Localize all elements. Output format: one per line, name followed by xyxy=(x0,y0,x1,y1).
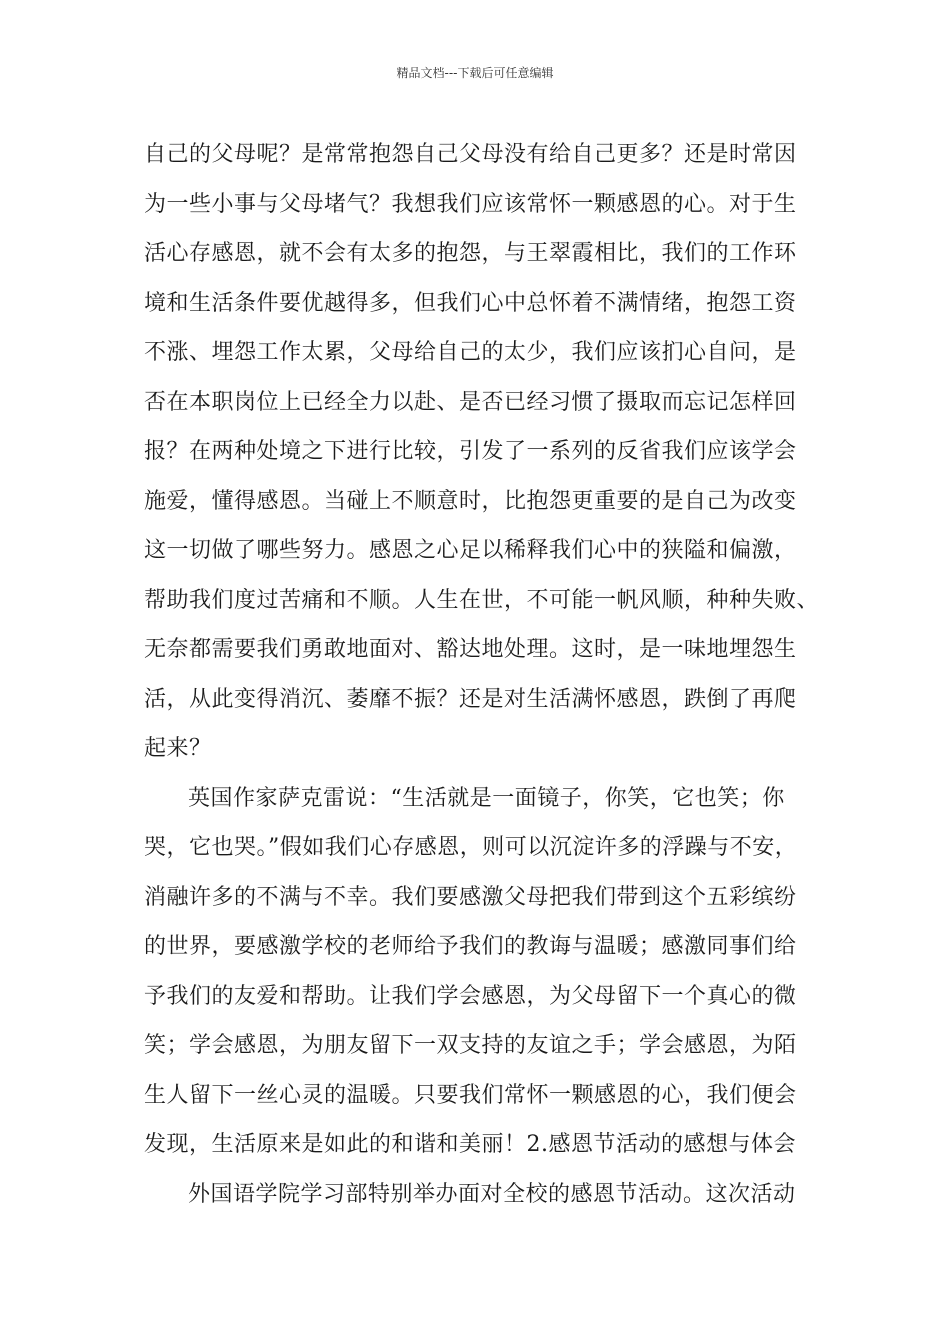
text-line: 消融许多的不满与不幸。我们要感激父母把我们带到这个五彩缤纷 xyxy=(144,884,797,910)
text-line: 发现，生活原来是如此的和谐和美丽！2.感恩节活动的感想与体会 xyxy=(144,1132,796,1157)
text-line: 的世界，要感激学校的老师给予我们的教诲与温暖；感激同事们给 xyxy=(144,934,797,959)
text-line: 予我们的友爱和帮助。让我们学会感恩，为父母留下一个真心的微 xyxy=(144,983,797,1009)
paragraph xyxy=(144,774,810,1170)
paragraph xyxy=(144,1170,810,1220)
text-line: 这一切做了哪些努力。感恩之心足以稀释我们心中的狭隘和偏激， xyxy=(144,538,797,563)
text-line: 帮助我们度过苦痛和不顺。人生在世，不可能一帆风顺，种种失败、 xyxy=(144,587,820,613)
text-line: 外国语学院学习部特别举办面对全校的感恩节活动。这次活动 xyxy=(188,1181,796,1207)
paragraph xyxy=(144,130,820,774)
text-line: 报？在两种处境之下进行比较，引发了一系列的反省我们应该学会 xyxy=(144,439,797,464)
text-line: 笑；学会感恩，为朋友留下一双支持的友谊之手；学会感恩，为陌 xyxy=(144,1033,797,1058)
text-line: 英国作家萨克雷说：“生活就是一面镜子，你笑，它也笑；你 xyxy=(188,785,785,811)
text-line: 起来？ xyxy=(144,736,212,761)
text-line: 自己的父母呢？是常常抱怨自己父母没有给自己更多？还是时常因 xyxy=(144,142,797,167)
text-line: 不涨、埋怨工作太累，父母给自己的太少，我们应该扪心自问，是 xyxy=(144,340,797,365)
document-body xyxy=(144,130,820,1219)
text-line: 无奈都需要我们勇敢地面对、豁达地处理。这时，是一味地埋怨生 xyxy=(144,637,797,662)
text-line: 否在本职岗位上已经全力以赴、是否已经习惯了摄取而忘记怎样回 xyxy=(144,389,797,415)
text-line: 为一些小事与父母堵气？我想我们应该常怀一颗感恩的心。对于生 xyxy=(144,191,797,217)
text-line: 境和生活条件要优越得多，但我们心中总怀着不满情绪，抱怨工资 xyxy=(144,290,797,316)
text-line: 哭，它也哭。”假如我们心存感恩，则可以沉淀许多的浮躁与不安， xyxy=(144,835,798,860)
text-line: 生人留下一丝心灵的温暖。只要我们常怀一颗感恩的心，我们便会 xyxy=(144,1082,797,1108)
text-line: 活心存感恩，就不会有太多的抱怨，与王翠霞相比，我们的工作环 xyxy=(144,241,797,266)
page-header: 精品文档---下载后可任意编辑 xyxy=(396,66,554,80)
text-line: 施爱，懂得感恩。当碰上不顺意时，比抱怨更重要的是自己为改变 xyxy=(144,488,797,514)
text-line: 活，从此变得消沉、萎靡不振？还是对生活满怀感恩，跌倒了再爬 xyxy=(144,686,797,712)
